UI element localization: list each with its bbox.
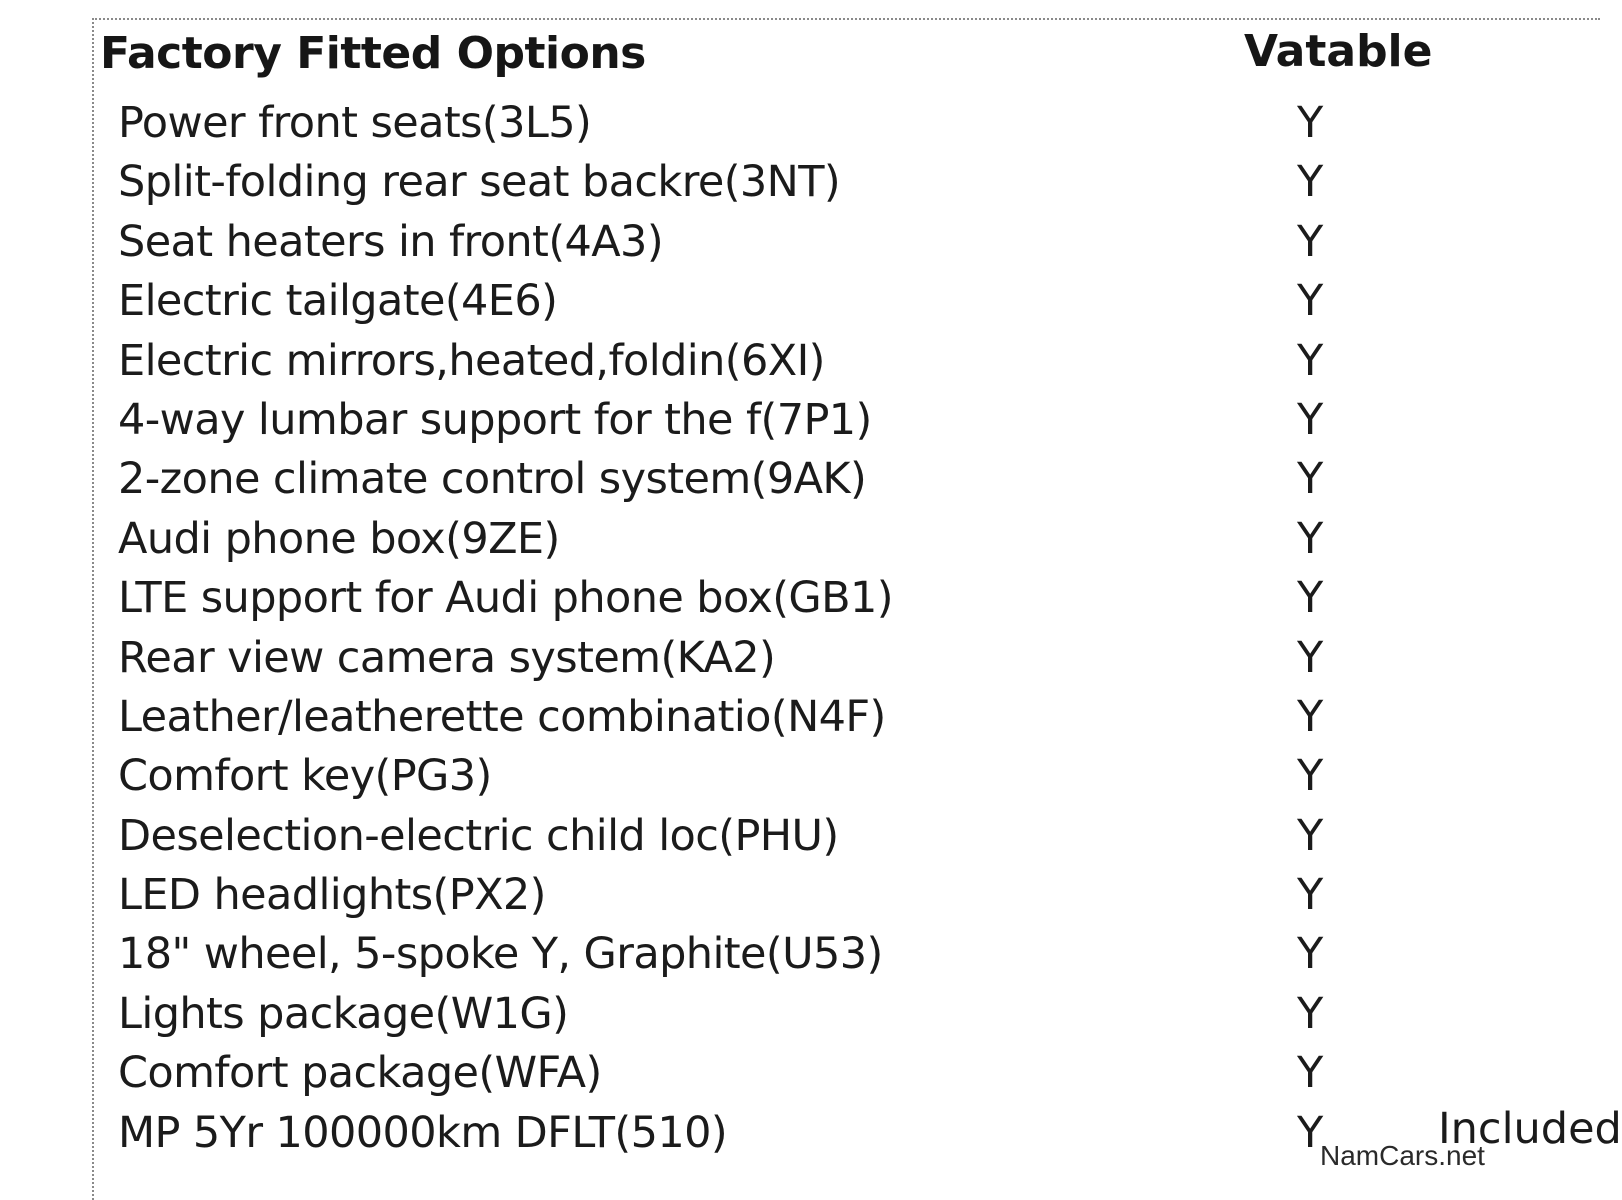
option-vatable: Y	[1297, 632, 1324, 683]
option-description: Deselection-electric child loc(PHU)	[118, 810, 839, 861]
option-vatable: Y	[1297, 98, 1324, 148]
option-description: Comfort key(PG3)	[118, 751, 492, 802]
option-description: Audi phone box(9ZE)	[118, 513, 560, 564]
option-row	[0, 1046, 1600, 1105]
option-included-note: Included	[1438, 1103, 1622, 1154]
option-row	[0, 987, 1600, 1046]
option-row	[0, 215, 1600, 274]
option-row	[0, 393, 1600, 452]
option-row	[0, 452, 1600, 511]
option-row	[0, 274, 1600, 333]
option-vatable: Y	[1297, 691, 1324, 742]
option-vatable: Y	[1297, 573, 1324, 624]
option-description: 4-way lumbar support for the f(7P1)	[118, 394, 872, 445]
option-description: 2-zone climate control system(9AK)	[118, 454, 867, 505]
option-row	[0, 512, 1600, 571]
option-row	[0, 96, 1600, 155]
option-description: Seat heaters in front(4A3)	[118, 216, 663, 267]
option-description: Leather/leatherette combinatio(N4F)	[118, 691, 886, 742]
option-vatable: Y	[1297, 335, 1324, 386]
option-vatable: Y	[1297, 988, 1324, 1039]
option-description: Split-folding rear seat backre(3NT)	[118, 157, 841, 208]
option-description: 18" wheel, 5-spoke Y, Graphite(U53)	[118, 929, 883, 980]
option-vatable: Y	[1297, 751, 1324, 802]
option-description: Lights package(W1G)	[118, 988, 569, 1039]
option-description: Comfort package(WFA)	[118, 1048, 602, 1099]
section-title: Factory Fitted Options	[100, 28, 646, 79]
option-vatable: Y	[1297, 157, 1324, 208]
option-description: MP 5Yr 100000km DFLT(510)	[118, 1107, 728, 1158]
option-vatable: Y	[1297, 513, 1324, 564]
option-row	[0, 868, 1600, 927]
option-description: Power front seats(3L5)	[118, 98, 592, 148]
option-description: Electric tailgate(4E6)	[118, 276, 558, 327]
option-row	[0, 571, 1600, 630]
watermark-logo: NamCars.net	[1320, 1140, 1485, 1171]
option-description: LTE support for Audi phone box(GB1)	[118, 573, 893, 624]
option-vatable: Y	[1297, 810, 1324, 861]
option-row	[0, 631, 1600, 690]
option-description: Rear view camera system(KA2)	[118, 632, 776, 683]
option-description: Electric mirrors,heated,foldin(6XI)	[118, 335, 825, 386]
option-vatable: Y	[1297, 216, 1324, 267]
column-header-vatable: Vatable	[1244, 26, 1433, 77]
option-vatable: Y	[1297, 276, 1324, 327]
option-vatable: Y	[1297, 929, 1324, 980]
option-vatable: Y	[1297, 454, 1324, 505]
options-list	[0, 96, 1622, 1165]
option-vatable: Y	[1297, 1107, 1324, 1158]
option-vatable: Y	[1297, 394, 1324, 445]
option-row	[0, 334, 1600, 393]
option-row	[0, 927, 1600, 986]
option-row	[0, 749, 1600, 808]
option-vatable: Y	[1297, 870, 1324, 921]
option-row	[0, 809, 1600, 868]
option-row	[0, 155, 1600, 214]
table-header	[100, 28, 1600, 88]
option-row	[0, 690, 1600, 749]
option-vatable: Y	[1297, 1048, 1324, 1099]
option-description: LED headlights(PX2)	[118, 870, 546, 921]
